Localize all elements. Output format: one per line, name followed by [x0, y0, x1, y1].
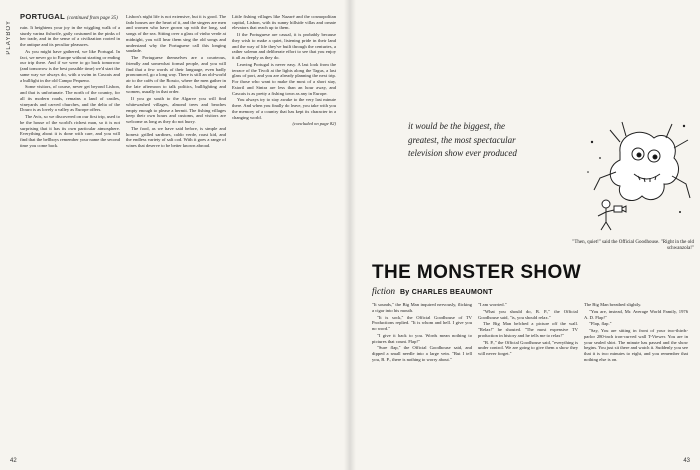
- story-title: THE MONSTER SHOW: [372, 262, 582, 283]
- paragraph: Some visitors, of course, never get beyond Lisbon, and that is unfortunate. The north of the country, for all its modern roads, remains a land of castles, vineyards and carved churches, and the delta of the Douro is as lovely a valley as Europe offers.: [20, 84, 120, 113]
- paragraph: Little fishing villages like Nazaré and the cosmopolitan capital, Lisbon, with its sunny hillside villas and ornate elevators that reach up to them.: [232, 14, 336, 31]
- text-column-1: [20, 12, 120, 150]
- paragraph: "Say, You are sitting in front of your two-thirds-parlor 280-inch iron-curved wall T-Viewer. You are in your sealed shirt. The minute has passed and the show begins. You just sit there and watch it. Suddenly you see that it is two minutes to eight, and you remember that nothing else is on.: [584, 328, 688, 362]
- story-byline: [372, 286, 692, 296]
- story-column-3: [584, 302, 688, 458]
- continued-note: (continued from page 35): [66, 16, 118, 21]
- paragraph: ruin. It heightens your joy in the wiggling walk of a sturdy varina fishwife, gaily costumed in the pinks of her trade, and in the sense of a civilization rooted in the antique and its peculiar pleasures.: [20, 25, 120, 48]
- paragraph: If the Portuguese are casual, it is probably because they wish to make a quiet, listening pride in their land and the way of life they've built through the centuries, a rather solemn and deliberate effort to see that you enjoy it all as deeply as they do.: [232, 32, 336, 61]
- paragraph: As you might have gathered, we like Portugal. In fact, we never go to Europe without starting or ending our trip there. And if we were to go back tomorrow (and tomorrow is the best possible time) we'd start the same way we always do, with a swim in Cascais and a bullfight in the old Campo Pequeno.: [20, 49, 120, 83]
- right-page: [350, 0, 700, 470]
- paragraph: "B. P.," the Official Goodhouse said, "everything is under control. We are going to give them a show they will never forget.": [478, 339, 578, 357]
- paragraph: The Big Man breathed slightly.: [584, 302, 642, 307]
- paragraph: The Avis, so we discovered on our first trip, used to be the house of the world's richest man, so it is not surprising that it has its own particular atmosphere. Everything about it is done with care, and you will find that the bellboys remember your name the second time you come back.: [20, 114, 120, 148]
- concluded-note: (concluded on page 82): [292, 121, 336, 127]
- story-tagline: it would be the biggest, the greatest, the most spectacular television show ever produced: [408, 121, 517, 158]
- monster-illustration: [580, 112, 698, 232]
- story-column-2: [478, 302, 578, 458]
- paragraph: If you go south to the Algarve you will find whitewashed villages, almond trees and beaches empty enough to please a hermit. The fishing villages keep their own hours and customs, and visitors are welcome as long as they do not hurry.: [126, 96, 226, 125]
- magazine-vertical-label: PLAYBOY: [6, 20, 12, 55]
- paragraph: "I give it back to you. Words mean nothing to pictures that count. Flap!": [372, 332, 472, 344]
- spine-shadow: [344, 0, 356, 470]
- byline-author: By CHARLES BEAUMONT: [399, 289, 493, 296]
- paragraph: The Big Man belched a picture off the wall. "Relax!" he shouted. "The most expensive TV production in history and he tells me to relax!": [478, 321, 578, 338]
- article-header: [20, 12, 120, 23]
- text-column-2: [126, 14, 226, 150]
- paragraph: "It sounds," the Big Man inquired nervously, flicking a cigar into his mouth.: [372, 302, 472, 313]
- paragraph: "It is sock," the Official Goodhouse of TV Productions replied. "It is whom and hell. I give you no word.": [372, 314, 472, 331]
- paragraph: "Flap, flap.": [589, 321, 612, 327]
- article-title: PORTUGAL: [20, 12, 66, 21]
- paragraph: Leaving Portugal is never easy. A last look from the terrace of the Tivoli at the lights along the Tagus, a last glass of port, and you are already planning the next trip. For those who want to make the most of a short stay, Estoril and Sintra are less than an hour away, and Cascais is as pretty a fishing town as any in Europe.: [232, 62, 336, 96]
- paragraph: "You are, instead, Mr. Average World Family, 1976 A. D. Flap!": [584, 308, 688, 320]
- paragraph: "Sure flap," the Official Goodhouse said, and dipped a small needle into a large vein. "But I tell you, B. P., there is nothing to worry about.": [372, 345, 472, 362]
- paragraph: "What you should do, B. P.," the Official Goodhouse said, "is, you should relax.": [478, 308, 578, 320]
- page-number-left: 42: [10, 458, 17, 464]
- paragraph: The food, as we have said before, is simple and honest: grilled sardines, caldo verde, roast kid, and the endless variety of salt cod. With it goes a range of wines that deserve to be better known abroad.: [126, 125, 226, 149]
- paragraph: You always try to stay awake to the very last minute there. And when you finally do leave, you take with you the memory of a country that has kept its character in a changing world.: [232, 97, 336, 120]
- page-number-right: 43: [683, 458, 690, 464]
- story-column-1: [372, 302, 472, 458]
- paragraph: Lisbon's night life is not extensive, but it is good. The fado houses are the heart of it, and the singers are men and women who have grown up with the long, sad songs of the sea. Sitting over a glass of vinho verde at midnight, you will hear them sing the old songs and understand why the Portuguese call this longing saudade.: [126, 14, 226, 54]
- text-column-3: [232, 14, 336, 460]
- paragraph: The Portuguese themselves are a courteous, friendly and somewhat formal people, and you will find that a few words of their language, even badly pronounced, go a long way. There is still an old-world air to the cafés of the Rossio, where the men gather in the late afternoon to talk politics, bullfighting and women, usually in that order.: [126, 55, 226, 95]
- illustration-caption: "Then, quiet!" said the Official Goodhouse. "Right in the old schwanzola!": [572, 240, 694, 251]
- byline-fiction: fiction: [372, 286, 395, 296]
- paragraph: "I am worried.": [478, 302, 507, 307]
